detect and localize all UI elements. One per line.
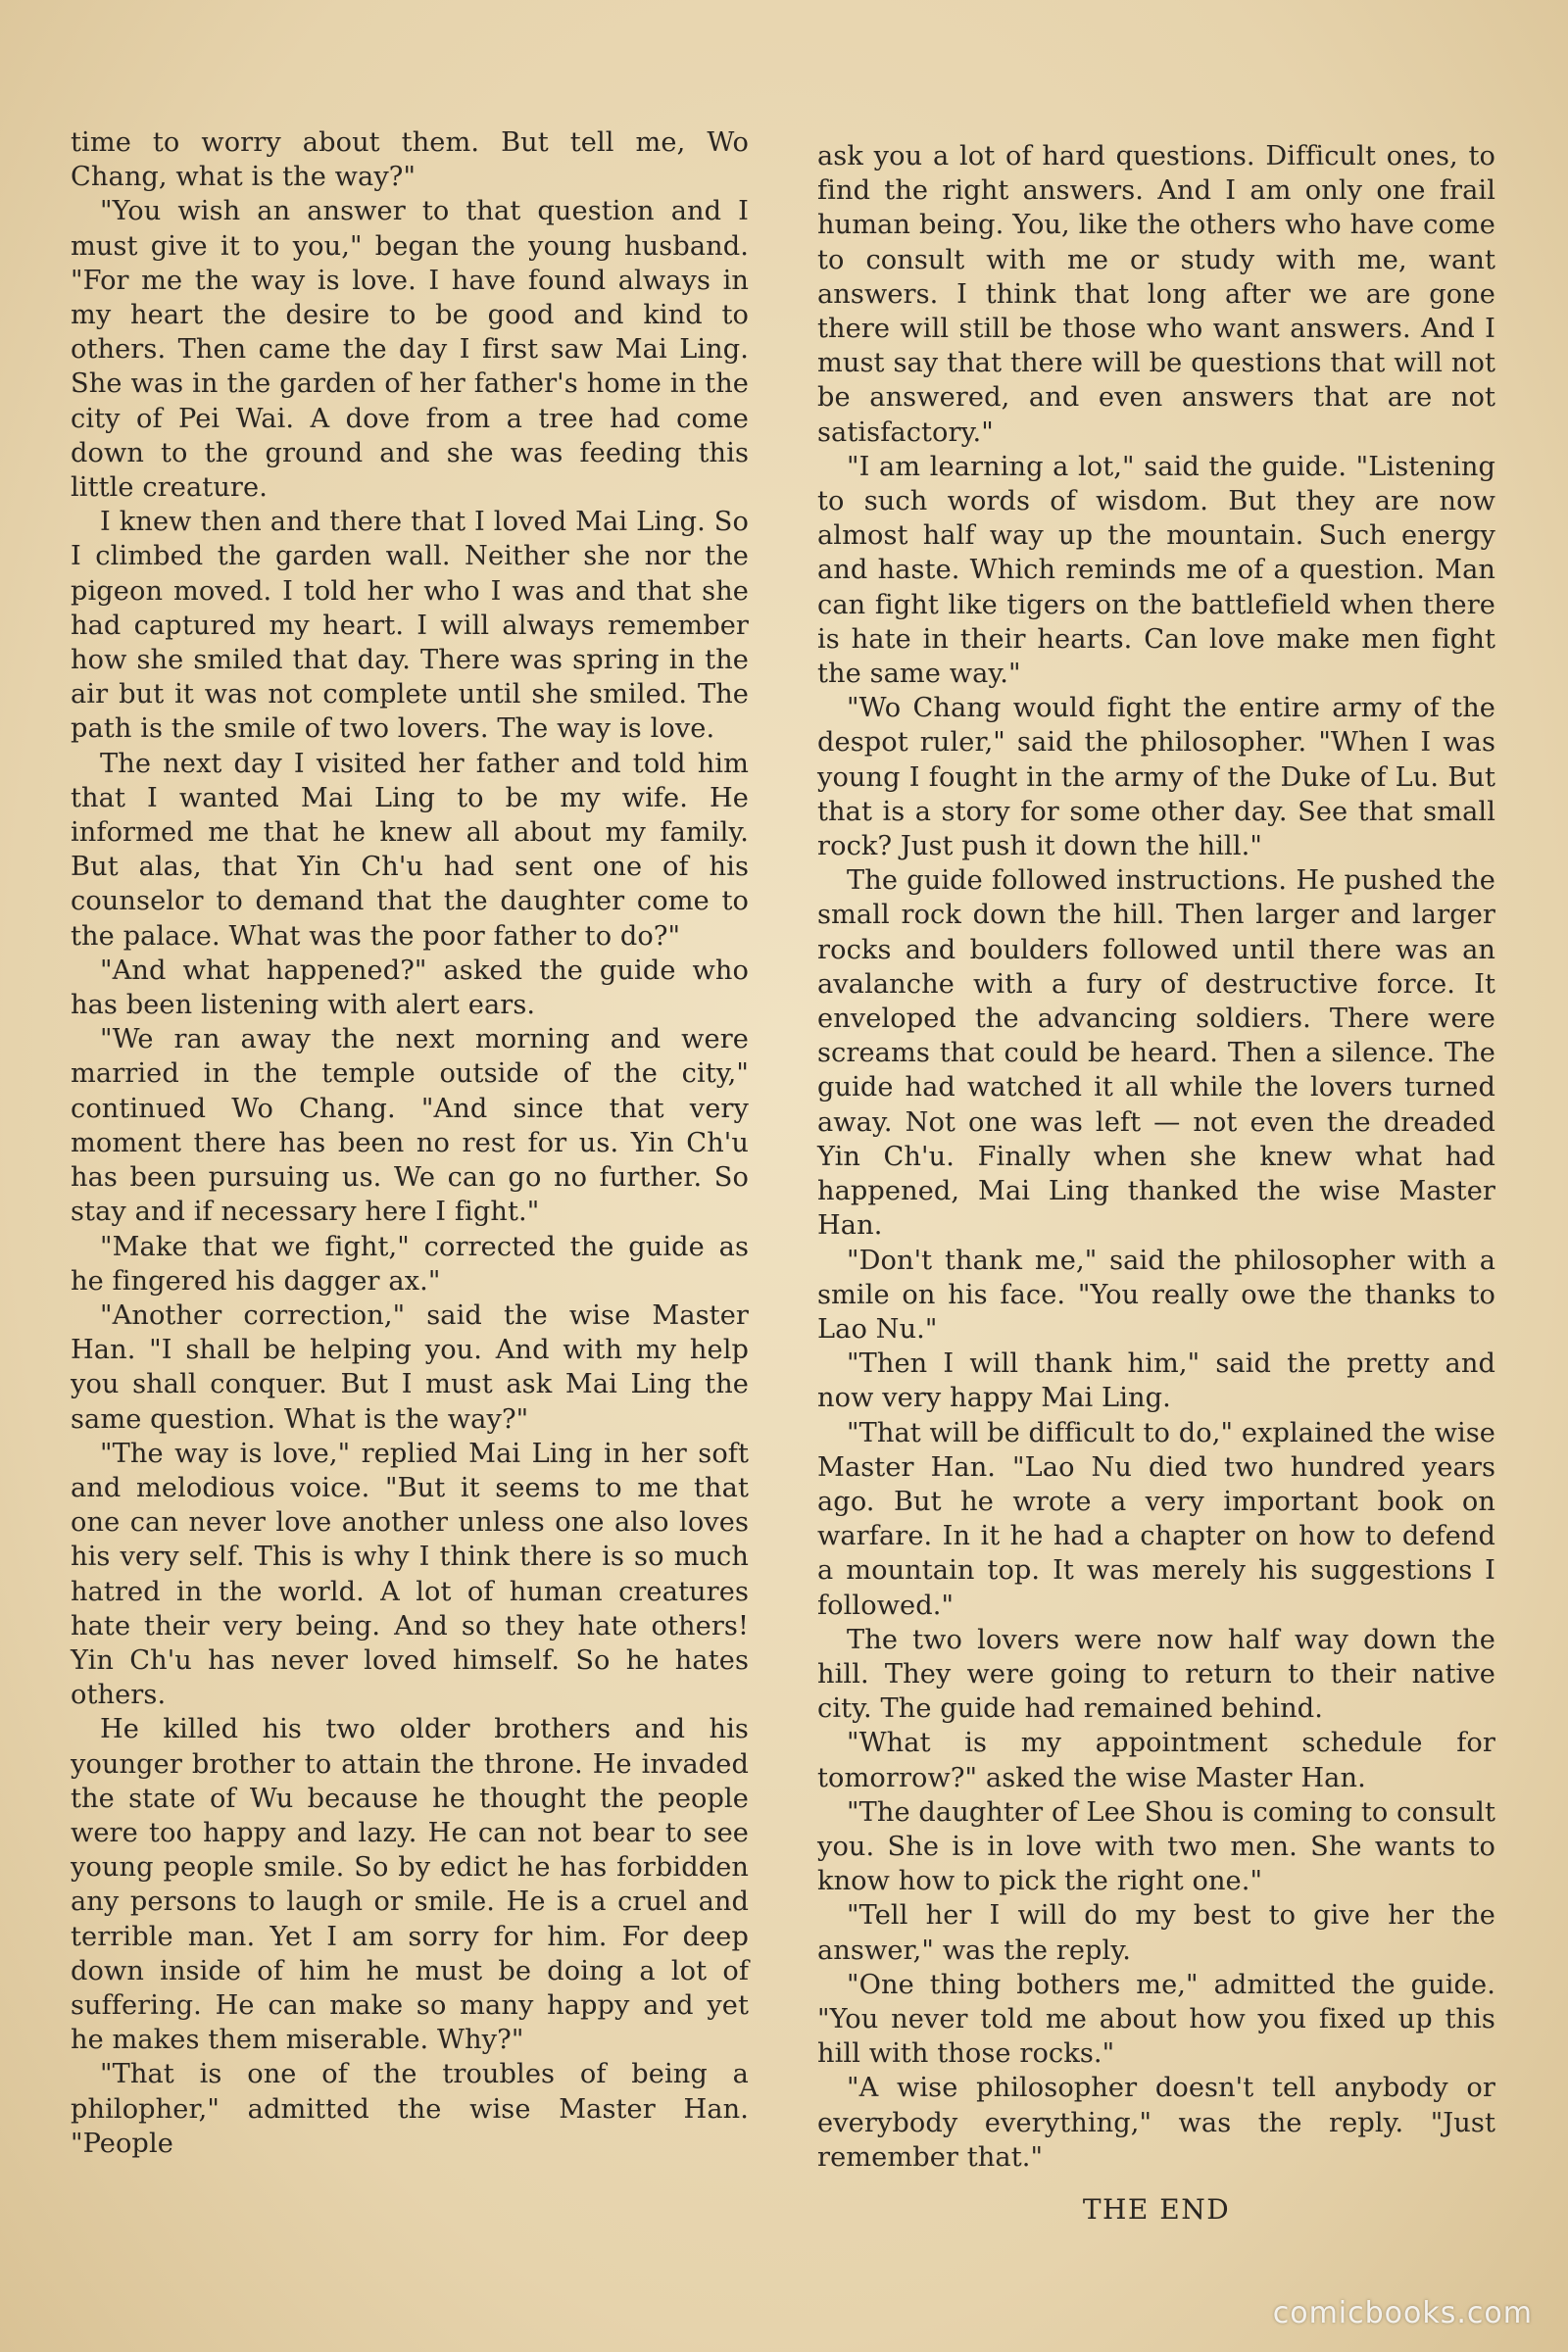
paragraph: "We ran away the next morning and were married in the temple outside of the city," continued Wo Chang. "And since that very moment there has been no rest for us. Yin Ch'u has been pursuing us. We can go no further. So stay and if necessary here I fight."	[71, 1024, 749, 1228]
paragraph: "A wise philosopher doesn't tell anybody or everybody everything," was the reply. "Just remember that."	[817, 2073, 1495, 2173]
paragraph: "Then I will thank him," said the pretty and now very happy Mai Ling.	[817, 1348, 1495, 1414]
paragraph: He killed his two older brothers and his younger brother to attain the throne. He invaded the state of Wu because he thought the people were too happy and lazy. He can not bear to see young people smile. So by edict he has forbidden any persons to laugh or smile. He is a cruel and terrible man. Yet I am sorry for him. For deep down inside of him he must be doing a lot of suffering. He can make so many happy and yet he makes them miserable. Why?"	[71, 1714, 749, 2056]
paragraph: "Wo Chang would fight the entire army of the despot ruler," said the philosopher. "When I was young I fought in the army of the Duke of Lu. But that is a story for some other day. See that small rock? Just push it down the hill."	[817, 693, 1495, 862]
right-column	[817, 139, 1495, 2227]
paragraph: "What is my appointment schedule for tomorrow?" asked the wise Master Han.	[817, 1728, 1495, 1793]
paragraph: "Another correction," said the wise Master Han. "I shall be helping you. And with my help you shall conquer. But I must ask Mai Ling the same question. What is the way?"	[71, 1299, 749, 1435]
paragraph: The guide followed instructions. He pushed the small rock down the hill. Then larger and larger rocks and boulders followed until there was an avalanche with a fury of destructive force. It enveloped the advancing soldiers. There were screams that could be heard. Then a silence. The guide had watched it all while the lovers turned away. Not one was left — not even the dreaded Yin Ch'u. Finally when she knew what had happened, Mai Ling thanked the wise Master Han.	[817, 865, 1495, 1242]
paragraph: "The daughter of Lee Shou is coming to consult you. She is in love with two men. She wants to know how to pick the right one."	[817, 1796, 1495, 1897]
watermark: comicbooks.com	[1272, 2296, 1533, 2330]
left-column	[71, 125, 749, 2161]
paragraph: "You wish an answer to that question and I must give it to you," began the young husband. "For me the way is love. I have found always in my heart the desire to be good and kind to others. Then came the day I first saw Mai Ling. She was in the garden of her father's home in the city of Pei Wai. A dove from a tree had come down to the ground and she was feeding this little creature.	[71, 196, 749, 504]
paragraph: The two lovers were now half way down the hill. They were going to return to their native city. The guide had remained behind.	[817, 1624, 1495, 1725]
paragraph: "Don't thank me," said the philosopher with a smile on his face. "You really owe the thanks to Lao Nu."	[817, 1245, 1495, 1345]
paragraph: "And what happened?" asked the guide who has been listening with alert ears.	[71, 955, 749, 1021]
paragraph: "That will be difficult to do," explained the wise Master Han. "Lao Nu died two hundred years ago. But he wrote a very important book on warfare. In it he had a chapter on how to defend a mountain top. It was merely his suggestions I followed."	[817, 1417, 1495, 1621]
paragraph: "Tell her I will do my best to give her the answer," was the reply.	[817, 1900, 1495, 1966]
paragraph: I knew then and there that I loved Mai Ling. So I climbed the garden wall. Neither she nor the pigeon moved. I told her who I was and that she had captured my heart. I will always remember how she smiled that day. There was spring in the air but it was not complete until she smiled. The path is the smile of two lovers. The way is love.	[71, 507, 749, 745]
paragraph: ask you a lot of hard questions. Difficult ones, to find the right answers. And I am only one frail human being. You, like the others who have come to consult with me or study with me, want answers. I think that long after we are gone there will still be those who want answers. And I must say that there will be questions that will not be answered, and even answers that are not satisfactory."	[817, 141, 1495, 448]
the-end-label: THE END	[1082, 2192, 1231, 2226]
paragraph: The next day I visited her father and told him that I wanted Mai Ling to be my wife. He informed me that he knew all about my family. But alas, that Yin Ch'u had sent one of his counselor to demand that the daughter come to the palace. What was the poor father to do?"	[71, 748, 749, 952]
paragraph: "The way is love," replied Mai Ling in her soft and melodious voice. "But it seems to me that one can never love another unless one also loves his very self. This is why I think there is so much hatred in the world. A lot of human creatures hate their very being. And so they hate others! Yin Ch'u has never loved himself. So he hates others.	[71, 1438, 749, 1711]
paragraph: time to worry about them. But tell me, Wo Chang, what is the way?"	[71, 127, 749, 193]
paragraph: "I am learning a lot," said the guide. "Listening to such words of wisdom. But they are now almost half way up the mountain. Such energy and haste. Which reminds me of a question. Man can fight like tigers on the battlefield when there is hate in their hearts. Can love make men fight the same way."	[817, 451, 1495, 690]
paragraph: "One thing bothers me," admitted the guide. "You never told me about how you fixed up this hill with those rocks."	[817, 1969, 1495, 2070]
paragraph: "Make that we fight," corrected the guide as he fingered his dagger ax."	[71, 1231, 749, 1297]
paragraph: "That is one of the troubles of being a philopher," admitted the wise Master Han. "People	[71, 2059, 749, 2159]
